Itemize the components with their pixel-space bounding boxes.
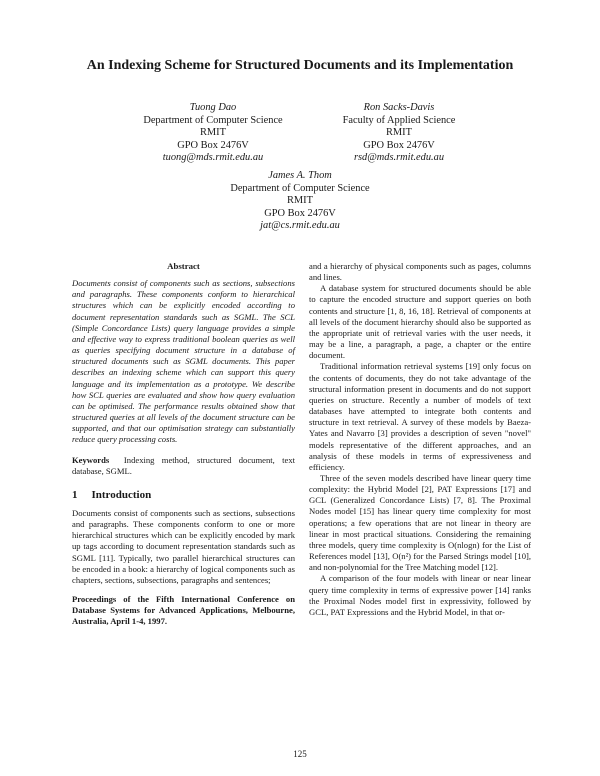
author-email: tuong@mds.rmit.edu.au <box>162 152 264 163</box>
section-heading <box>72 490 295 501</box>
author-address: GPO Box 2476V <box>264 207 336 219</box>
author-institution: RMIT <box>287 195 313 206</box>
author-affiliation: Department of Computer Science <box>230 182 370 194</box>
intro-paragraph: Documents consist of components such as sections, subsections and paragraphs. These components conform to one or more hierarchical structures which can be explicitly encoded by mark up tags according to document representation standards such as SGML [11]. Typically, two parallel hierarchical structures can be encoded in a book: a hierarchy of logical components such as chapters, sections, subsections, paragraphs and sentences; <box>72 507 295 585</box>
author-block-2 <box>319 102 479 165</box>
keywords <box>72 455 295 477</box>
author-address: GPO Box 2476V <box>363 139 435 151</box>
left-column <box>72 261 295 628</box>
author-name: Tuong Dao <box>189 102 237 113</box>
author-block-1 <box>118 102 308 165</box>
abstract-heading: Abstract <box>167 261 200 271</box>
author-institution: RMIT <box>386 127 412 138</box>
body-paragraph: A comparison of the four models with linear or near linear query time complexity in terms of expressive power [14] ranks the Proximal Nodes model first in expressivity, followed by GCL, PAT Expressions and the Hybrid Model, in that or- <box>309 573 531 617</box>
abstract <box>72 261 295 446</box>
author-email: rsd@mds.rmit.edu.au <box>353 152 445 163</box>
body-paragraph: and a hierarchy of physical components such as pages, columns and lines. <box>309 261 531 283</box>
keywords-label: Keywords <box>72 454 110 465</box>
page-number: 125 <box>293 749 307 759</box>
author-name: Ron Sacks-Davis <box>363 102 435 113</box>
author-institution: RMIT <box>200 127 226 138</box>
author-block-3 <box>185 170 415 233</box>
right-column <box>309 261 531 618</box>
author-address: GPO Box 2476V <box>177 139 249 151</box>
body-paragraph: Three of the seven models described have linear query time complexity: the Hybrid Model [2], PAT Expressions [17] and GCL (Generalized Concordance Lists) [7, 8]. The Proximal Nodes model [15] has linear query time complexity for most operations; a few operations that are not linear in theory are linear in most practical situations. Considering the remaining three models, query time complexity is O(nlogn) for the List of References model [13], O(n²) for the Parsed Strings model [10], and non-polynomial for the Tree Matching model [12]. <box>309 472 531 573</box>
keywords-text: Indexing method, structured document, text database, SGML. <box>72 454 296 476</box>
body-paragraph: Traditional information retrieval systems [19] only focus on the contents of documents, they do not take advantage of the structural information present in documents and do not support queries on structure. Recently a number of models of text databases have attempted to integrate both contents and structure in text retrieval. A survey of these models by Baeza-Yates and Navarro [3] provides a description of seven "novel" models representative of the different approaches, and an analysis of these models in terms of expressiveness and efficiency. <box>309 361 531 472</box>
paper-title: An Indexing Scheme for Structured Documents and its Implementation <box>86 58 514 73</box>
author-name: James A. Thom <box>268 170 332 181</box>
body-paragraph: A database system for structured documents should be able to capture the encoded structure and support queries on both contents and structure [1, 8, 16, 18]. Retrieval of components at all levels of the document hierarchy should also be supported as the appropriate unit of retrieval varies with the user needs, it may be a line, a paragraph, a page, a chapter or the entire document. <box>309 283 531 361</box>
author-affiliation: Department of Computer Science <box>143 114 283 126</box>
section-title: Introduction <box>91 488 152 501</box>
proceedings-footnote: Proceedings of the Fifth International Conference on Database Systems for Advanced Applications, Melbourne, Australia, April 1-4, 1997. <box>72 594 295 627</box>
abstract-text: Documents consist of components such as sections, subsections and paragraphs. These components conform to hierarchical structures which can be explicitly encoded according to document representation standards such as SGML. The SCL (Simple Concordance Lists) query language provides a simple and effective way to express traditional boolean queries as well as queries specifying document structure in a database of structured documents such as SGML documents. This paper describes an indexing scheme which can support this query language and its implementation as a prototype. We describe how SCL queries are evaluated and show how query evaluation can be optimised. The performance results obtained show that structured queries at all levels of the document structure can be supported, and that our optimisation strategy can substantially reduce query processing costs. <box>72 278 295 445</box>
author-email: jat@cs.rmit.edu.au <box>260 220 340 231</box>
section-number: 1 <box>72 488 78 501</box>
author-affiliation: Faculty of Applied Science <box>342 114 456 126</box>
